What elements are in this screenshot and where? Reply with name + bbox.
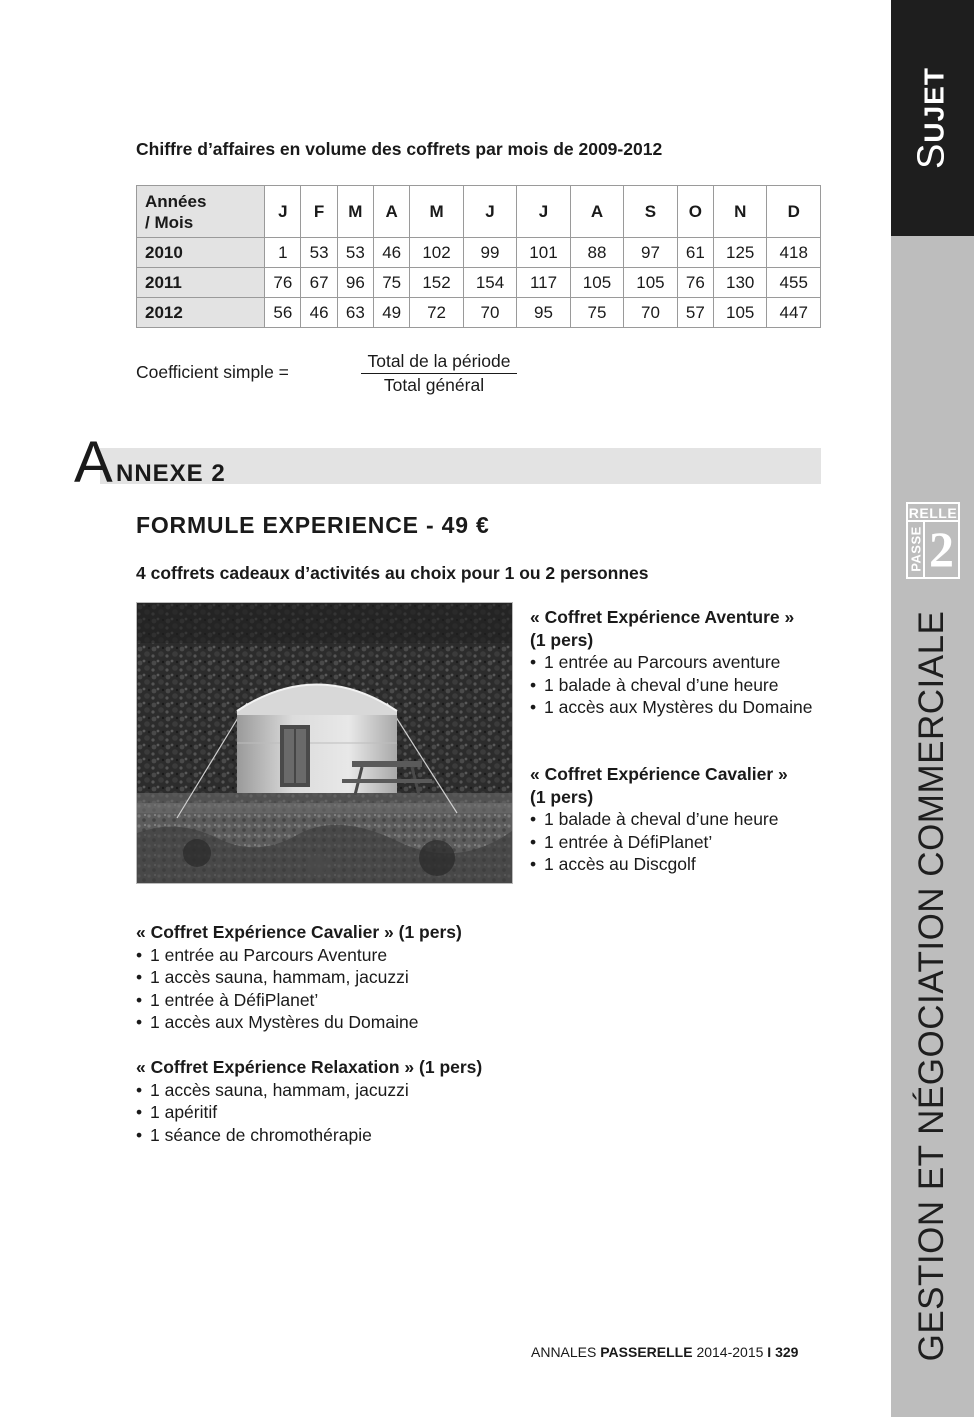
coefficient-label: Coefficient simple = (136, 362, 289, 382)
offer-relaxation (136, 1056, 636, 1146)
fraction-numerator: Total de la période (361, 351, 517, 374)
value-cell: 46 (301, 298, 337, 328)
year-cell: 2011 (137, 268, 265, 298)
value-cell: 67 (301, 268, 337, 298)
list-item: • 1 entrée à DéfiPlanet’ (136, 989, 636, 1012)
vertical-section-title: GESTION ET NÉGOCIATION COMMERCIALE (912, 610, 951, 1362)
value-cell: 99 (463, 238, 516, 268)
month-header: A (570, 186, 623, 238)
value-cell: 125 (713, 238, 766, 268)
value-cell: 70 (624, 298, 677, 328)
value-cell: 95 (517, 298, 570, 328)
value-cell: 49 (374, 298, 410, 328)
value-cell: 105 (713, 298, 766, 328)
table-row (137, 298, 821, 328)
value-cell: 76 (677, 268, 713, 298)
offer-name-sub: (1 pers) (530, 629, 594, 650)
value-cell: 105 (570, 268, 623, 298)
month-header: J (517, 186, 570, 238)
formule-title: FORMULE EXPERIENCE - 49 € (136, 512, 490, 538)
offer-name: « Coffret Expérience Cavalier » (1 pers) (136, 922, 462, 942)
month-header: F (301, 186, 337, 238)
year-cell: 2012 (137, 298, 265, 328)
sales-table (136, 185, 821, 328)
year-cell: 2010 (137, 238, 265, 268)
page-number: 329 (771, 1344, 799, 1360)
value-cell: 75 (374, 268, 410, 298)
table-row (137, 268, 821, 298)
sujet-label: SUJET (910, 67, 953, 169)
list-item: • 1 entrée au Parcours aventure (530, 651, 820, 674)
value-cell: 53 (301, 238, 337, 268)
value-cell: 76 (265, 268, 301, 298)
value-cell: 102 (410, 238, 463, 268)
yurt-photo (136, 602, 513, 884)
footer-brand: PASSERELLE (600, 1344, 693, 1360)
value-cell: 56 (265, 298, 301, 328)
value-cell: 1 (265, 238, 301, 268)
offer-aventure (530, 606, 820, 719)
value-cell: 61 (677, 238, 713, 268)
month-header: S (624, 186, 677, 238)
list-item: • 1 accès aux Mystères du Domaine (136, 1011, 636, 1034)
month-header: O (677, 186, 713, 238)
logo-number: 2 (929, 521, 954, 577)
table-corner-cell: Années / Mois (137, 186, 265, 238)
offer-item-list (136, 944, 636, 1034)
value-cell: 75 (570, 298, 623, 328)
formule-subtitle: 4 coffrets cadeaux d’activités au choix pour 1 ou 2 personnes (136, 563, 649, 583)
offer-name: « Coffret Expérience Cavalier » (530, 764, 788, 784)
month-header: J (463, 186, 516, 238)
value-cell: 96 (337, 268, 373, 298)
offer-name-sub: (1 pers) (530, 786, 594, 807)
offer-cavalier-2 (136, 921, 636, 1034)
list-item: • 1 accès au Discgolf (530, 853, 820, 876)
value-cell: 72 (410, 298, 463, 328)
offer-name: « Coffret Expérience Relaxation » (1 pers) (136, 1057, 483, 1077)
annexe-heading: NNEXE 2 (116, 460, 226, 487)
passerelle-logo (906, 502, 960, 579)
month-header: A (374, 186, 410, 238)
list-item: • 1 accès sauna, hammam, jacuzzi (136, 1079, 636, 1102)
offer-item-list (530, 808, 820, 876)
sidebar (891, 0, 974, 1417)
footer-prefix: ANNALES (531, 1344, 601, 1360)
annexe-initial-letter: A (74, 430, 113, 495)
value-cell: 447 (767, 298, 821, 328)
offer-item-list (136, 1079, 636, 1147)
value-cell: 97 (624, 238, 677, 268)
page-footer (531, 1344, 798, 1360)
value-cell: 152 (410, 268, 463, 298)
month-header: J (265, 186, 301, 238)
month-header: M (337, 186, 373, 238)
list-item: • 1 balade à cheval d’une heure (530, 674, 820, 697)
list-item: • 1 entrée au Parcours Aventure (136, 944, 636, 967)
value-cell: 105 (624, 268, 677, 298)
list-item: • 1 accès sauna, hammam, jacuzzi (136, 966, 636, 989)
list-item: • 1 séance de chromothérapie (136, 1124, 636, 1147)
sidebar-header-block (891, 0, 974, 236)
value-cell: 53 (337, 238, 373, 268)
table-row (137, 238, 821, 268)
list-item: • 1 accès aux Mystères du Domaine (530, 696, 820, 719)
footer-separator: I (767, 1344, 772, 1360)
footer-years: 2014-2015 (692, 1344, 768, 1360)
offer-cavalier-1 (530, 763, 820, 876)
table-header-row (137, 186, 821, 238)
logo-left-box (908, 522, 925, 577)
list-item: • 1 balade à cheval d’une heure (530, 808, 820, 831)
table-title: Chiffre d’affaires en volume des coffrets par mois de 2009-2012 (136, 139, 663, 159)
value-cell: 130 (713, 268, 766, 298)
value-cell: 88 (570, 238, 623, 268)
list-item: • 1 apéritif (136, 1101, 636, 1124)
value-cell: 154 (463, 268, 516, 298)
value-cell: 63 (337, 298, 373, 328)
logo-top-text: RELLE (908, 505, 958, 521)
offer-name: « Coffret Expérience Aventure » (530, 607, 795, 627)
value-cell: 57 (677, 298, 713, 328)
month-header: D (767, 186, 821, 238)
value-cell: 101 (517, 238, 570, 268)
month-header: N (713, 186, 766, 238)
value-cell: 117 (517, 268, 570, 298)
list-item: • 1 entrée à DéfiPlanet’ (530, 831, 820, 854)
logo-left-text: PASSE (908, 526, 924, 572)
value-cell: 455 (767, 268, 821, 298)
offer-item-list (530, 651, 820, 719)
value-cell: 46 (374, 238, 410, 268)
value-cell: 70 (463, 298, 516, 328)
month-header: M (410, 186, 463, 238)
fraction-denominator: Total général (383, 375, 485, 395)
value-cell: 418 (767, 238, 821, 268)
